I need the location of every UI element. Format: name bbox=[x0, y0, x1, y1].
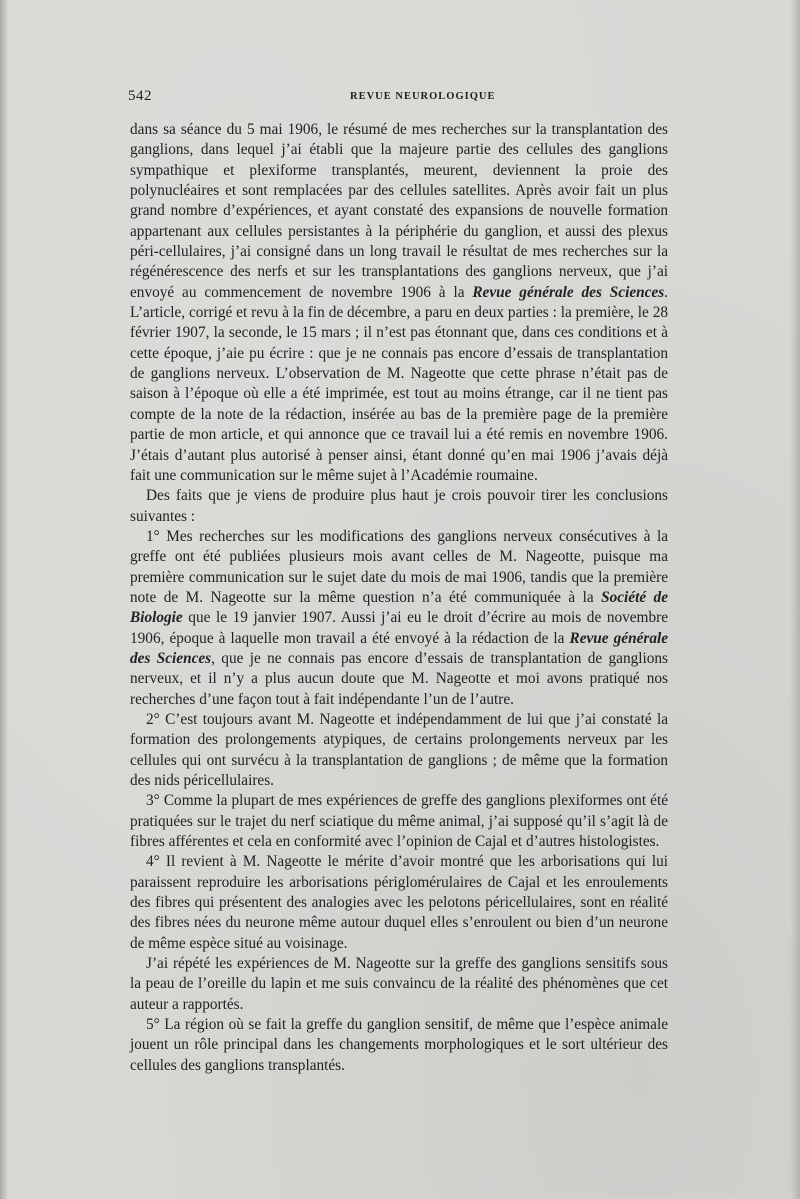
paragraph-conclusion-2 bbox=[130, 710, 668, 791]
paragraph-conclusions-intro bbox=[130, 486, 668, 527]
page-number: 542 bbox=[128, 88, 152, 104]
running-head: REVUE NEUROLOGIQUE bbox=[350, 91, 496, 102]
paragraph-repeated-experiments bbox=[130, 954, 668, 1015]
body-text bbox=[130, 120, 668, 1076]
paragraph-conclusion-3 bbox=[130, 791, 668, 852]
paragraph-conclusion-4 bbox=[130, 852, 668, 954]
text-run: dans sa séance du 5 mai 1906, le résumé de mes recherches sur la transplantation des ganglions, dans lequel j’ai établi que la majeure partie des cellules des ganglions sympathique et plexiforme transplantés, meurent, deviennent la proie des polynucléaires et sont remplacées par des cellules satellites. Après avoir fait un plus grand nombre d’expériences, et ayant constaté des expansions de nouvelle formation appartenant aux cellules persistantes à la périphérie du ganglion, et aussi des plexus péri-cellulaires, j’ai consigné dans un long travail le résultat de mes recherches sur la régénérescence des nerfs et sur les transplantations des ganglions nerveux, que j’ai envoyé au commencement de novembre 1906 à la bbox=[130, 121, 668, 301]
text-run: 3° Comme la plupart de mes expériences de greffe des ganglions plexiformes ont été pratiquées sur le trajet du nerf sciatique du même animal, j’ai supposé qu’il s’agit là de fibres afférentes et cela en conformité avec l’opinion de Cajal et d’autres histologistes. bbox=[130, 792, 668, 851]
text-run: . L’article, corrigé et revu à la fin de décembre, a paru en deux parties : la première, le 28 février 1907, la seconde, le 15 mars ; il n’est pas étonnant que, dans ces conditions et à cette époque, j’aie pu écrire : que je ne connais pas encore d’essais de transplantation de ganglions nerveux. L’observation de M. Nageotte que cette phrase n’était pas de saison à l’époque où elle a été imprimée, est tout au moins étrange, car il ne tient pas compte de la note de la rédaction, insérée au bas de la première page de la première partie de mon article, et qui annonce que ce travail lui a été remis en novembre 1906. J’étais d’autant plus autorisé à penser ainsi, étant donné qu’en mai 1906 j’avais déjà fait une communication sur le même sujet à l’Académie roumaine. bbox=[130, 283, 668, 484]
page-header bbox=[128, 88, 669, 112]
page-edge-shadow-right bbox=[790, 0, 800, 1199]
text-run: 5° La région où se fait la greffe du ganglion sensitif, de même que l’espèce animale jouent un rôle principal dans les changements morphologiques et le sort ultérieur des cellules des ganglions transplantés. bbox=[130, 1016, 668, 1074]
journal-title: Revue générale des Sciences bbox=[472, 283, 665, 301]
text-run: 4° Il revient à M. Nageotte le mérite d’avoir montré que les arborisations qui lui paraissent reproduire les arborisations périglomérulaires de Cajal et les enroulements des fibres qui présentent des analogies avec les pelotons péricellulaires, sont en réalité des fibres nées du neurone même autour duquel elles s’enroulent ou bien d’un neurone de même espèce situé au voisinage. bbox=[130, 853, 668, 952]
text-run: 2° C’est toujours avant M. Nageotte et indépendamment de lui que j’ai constaté la formation des prolongements atypiques, de certains prolongements nerveux par les cellules qui ont survécu à la transplantation de ganglions ; de même que la formation des nids péricellulaires. bbox=[130, 710, 668, 789]
text-run: J’ai répété les expériences de M. Nageotte sur la greffe des ganglions sensitifs sous la peau de l’oreille du lapin et me suis convaincu de la réalité des phénomènes que cet auteur a rapportés. bbox=[130, 955, 668, 1013]
text-run: , que je ne connais pas encore d’essais de transplantation de ganglions nerveux, et il n’y a plus aucun doute que M. Nageotte et moi avons pratiqué nos recherches d’une façon tout à fait indépendante l’un de l’autre. bbox=[130, 649, 668, 708]
paragraph-conclusion-1 bbox=[130, 527, 668, 710]
text-run: que le 19 janvier 1907. Aussi j’ai eu le droit d’écrire au mois de novembre 1906, époque à laquelle mon travail a été envoyé à la rédaction de la bbox=[130, 609, 668, 647]
text-run: 1° Mes recherches sur les modifications des ganglions nerveux consécutives à la greffe ont été publiées plusieurs mois avant celles de M. Nageotte, puisque ma première communication sur le sujet date du mois de mai 1906, tandis que la première note de M. Nageotte sur la même question n’a été communiquée à la bbox=[130, 527, 668, 606]
journal-title: Revue générale des Sciences bbox=[130, 629, 669, 667]
page-edge-shadow-left bbox=[0, 0, 8, 1199]
society-title: Société de Biologie bbox=[130, 588, 668, 627]
text-run: Des faits que je viens de produire plus haut je crois pouvoir tirer les conclusions suivantes : bbox=[130, 487, 668, 525]
paragraph-continuation bbox=[130, 120, 668, 486]
paragraph-conclusion-5 bbox=[130, 1015, 668, 1076]
